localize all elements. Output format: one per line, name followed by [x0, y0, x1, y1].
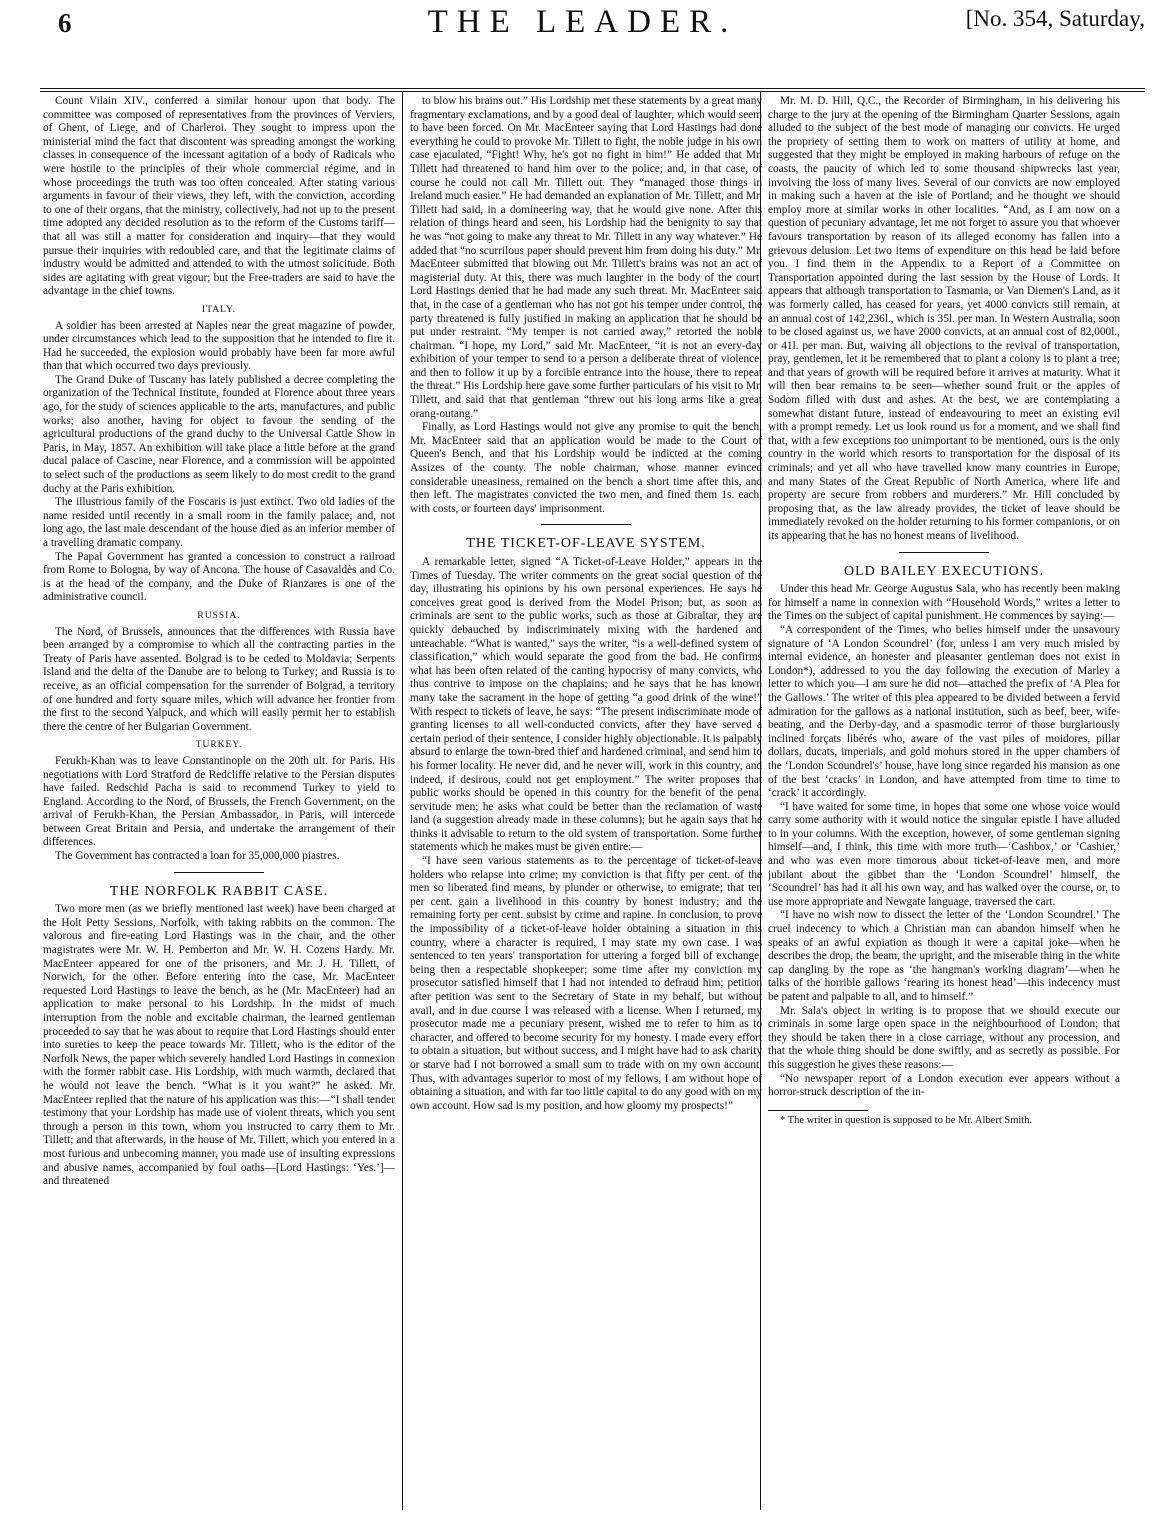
section-divider: [899, 552, 989, 553]
section-heading-turkey: TURKEY.: [195, 740, 243, 751]
article-paragraph: The Government has contracted a loan for 35,000,000 piastres.: [55, 850, 340, 863]
page-number: 6: [58, 8, 72, 38]
article-paragraph: “I have seen various statements as to the percentage of ticket-of-leave holders who relapse into crime; my conviction is that fifty per cent. of the men so liberated find means, by plunder or otherwise, to emigrate; that ten per cent. gain a livelihood in this country by honest industry; and the remaining forty per cent. subsist by crime and rapine. In conclusion, to prove the impossibility of a ticket-of-leave holder obtaining a situation in this country, where a character is required, I may state my own case. I was sentenced to ten years' transportation for uttering a forged bill of exchange, being then a respectable shopkeeper; some time after my conviction my prosecutor satisfied himself that I had not intended to defraud him; petition after petition was sent to the Secretary of State in my behalf, but without avail, and in due course I was released with a license. When I returned, my prosecutor made me a pecuniary present, wished me to refer to him as to character, and offered to become security for my honesty. I made every effort to obtain a situation, but without success, and I might have had to ask charity or starve had I not borrowed a small sum to trade with on my own account. Thus, with advantages superior to most of my fellows, I am without hope of obtaining a situation, and with far too little capital to do any good with on my own account. How sad is my position, and how gloomy my prospects!”: [410, 855, 762, 1112]
article-paragraph: Mr. Sala's object in writing is to propose that we should execute our criminals in some large open space in the neighbourhood of London; that they should be taken there in a close carriage, without any procession, and that the whole thing should be done swiftly, and as secretly as possible. For this suggestion he gives these reasons:—: [768, 1004, 1120, 1071]
article-paragraph: The Nord, of Brussels, announces that the differences with Russia have been arranged by a compromise to which all the contracting parties in the Treaty of Paris have assented. Bolgrad is to be ceded to Moldavia; Serpents Island and the delta of the Danube are to belong to Turkey; and Russia is to receive, as an official compensation for the surrender of Bolgrad, a territory of one hundred and forty square miles, which will advance her frontier from the first to the second Yalpuck, and which will easily permit her to establish there the centre of her Bulgarian Government.: [43, 625, 395, 733]
article-heading-old-bailey: OLD BAILEY EXECUTIONS.: [844, 563, 1044, 579]
article-paragraph: to blow his brains out.” His Lordship met these statements by a great many fragmentary exclamations, and by a good deal of laughter, which would seem to have been forced. On Mr. MacEnteer saying that Lord Hastings had done everything he could to provoke Mr. Tillett to fight, the noble judge in his own case ejaculated, “Fight! Why, he's got no fight in him!” He added that Mr. Tillett had threatened to hand him over to the police; and, in that case, of course he could not call Mr. Tillett out. They “managed those things in Ireland much easier.” He had demanded an explanation of Mr. Tillett, and Mr. Tillett had said, in a domineering way, that he would give none. After this relation of things heard and seen, his Lordship had the benignity to say that he was “not going to make any threat to Mr. Tillett in any way whatever.” He added that “no scurrilous paper should prevent him from doing his duty.” Mr. MacEnteer submitted that blowing out Mr. Tillett's brains was not an act of magisterial duty. At this, there was much laughter in the body of the court. Lord Hastings denied that he had made any such threat. Mr. MacEnteer said that, in the case of a gentleman who has not got his temper under control, the party threatened is fully justified in making an application that he should be put under restraint. “My temper is not carried away,” retorted the noble chairman. “I hope, my Lord,” said Mr. MacEnteer, “it is not an every-day exhibition of your temper to send to a person a deliberate threat of violence, and then to follow it up by a forcible entrance into the house, there to repeat the threat.” His Lordship here gave some further particulars of his visit to Mr. Tillett, and said that that gentleman “threw out his long arms like a great orang-outang.”: [410, 95, 762, 420]
column-2: [410, 95, 762, 1515]
section-divider: [174, 872, 264, 873]
section-heading-russia: RUSSIA.: [197, 610, 241, 621]
article-paragraph: The Papal Government has granted a concession to construct a railroad from Rome to Bologna, by way of Ancona. The house of Casavaldès and Co. is at the head of the company, and the Duke of Rianzares is one of the administrative council.: [43, 550, 395, 604]
article-paragraph: Ferukh-Khan was to leave Constantinople on the 20th ult. for Paris. His negotiations with Lord Stratford de Redcliffe relative to the Persian disputes have failed. Redschid Pacha is said to recommend Turkey to yield to England. According to the Nord, of Brussels, the French Government, on the arrival of Ferukh-Khan, the Persian Ambassador, in Paris, will intercede between Great Britain and Persia, and undertake the arrangement of their differences.: [43, 754, 395, 849]
article-paragraph: “A correspondent of the Times, who belies himself under the unsavoury signature of ‘A London Scoundrel’ (for, unless I am very much misled by internal evidence, an honester and pleasanter gentleman does not exist in London*), addressed to you the day following the execution of Marley a letter to which you—I am sure he did not—attached the prefix of ‘A Plea for the Gallows.’ The writer of this plea appeared to be divided between a fervid admiration for the gallows as a national institution, such as beef, beer, wife-beating, and the Derby-day, and a spasmodic terror of those burglariously inclined forçats libérés who, aware of the vast piles of moidores, pillar dollars, ducats, imperials, and gold mohurs stored in the upper chambers of the ‘London Scoundrel's’ house, have long since regarded his mansion as one of the best ‘cracks’ in London, and have attempted from time to time to ‘crack’ it accordingly.: [768, 623, 1120, 800]
column-3: [768, 95, 1120, 1515]
article-paragraph: Finally, as Lord Hastings would not give any promise to quit the bench, Mr. MacEnteer said that an application would be made to the Court of Queen's Bench, and that his Lordship would be indicted at the coming Assizes of the county. The noble chairman, whose manner evinced considerable uneasiness, remained on the bench a short time after this, and then left. The magistrates convicted the two men, and fined them 1s. each, with costs, or fourteen days' imprisonment.: [410, 421, 762, 515]
column-1: [43, 95, 395, 1515]
article-paragraph: Two more men (as we briefly mentioned last week) have been charged at the Holt Petty Sessions, Norfolk, with taking rabbits on the common. The valorous and fire-eating Lord Hastings was in the chair, and the other magistrates were Mr. W. H. Pemberton and Mr. W. H. Cozens Hardy. Mr. MacEnteer appeared for one of the prisoners, and Mr. J. H. Tillett, of Norwich, for the other. Before entering into the case, Mr. MacEnteer requested Lord Hastings to leave the bench, as he (Mr. MacEnteer) had an application to make personal to his Lordship. In the midst of much interruption from the noble and excitable chairman, the learned gentleman proceeded to say that he was about to require that Lord Hastings should enter into sureties to keep the peace towards Mr. Tillett, who is the editor of the Norfolk News, the paper which severely handled Lord Hastings in connexion with the former rabbit case. His Lordship, with much warmth, declared that he would not leave the bench. “What is it you want?” he asked. Mr. MacEnteer replied that the nature of his application was this:—“I shall tender testimony that your Lordship has made use of violent threats, which you sent through a person in this town, whom you instructed to carry them to Mr. Tillett; and that afterwards, in the house of Mr. Tillett, which you entered in a most furious and unbecoming manner, you made use of insulting expressions and abusive names, accompanied by foul oaths—[Lord Hastings: ‘Yes.’]—and threatened: [43, 903, 395, 1188]
footnote-rule: [768, 1110, 868, 1111]
article-paragraph: “I have no wish now to dissect the letter of the ‘London Scoundrel.’ The cruel indecency to which a Christian man can abandon himself when he speaks of an awful expiation as though it were a capital joke—when he describes the drop, the beam, the upright, and the miserable thing in the white cap dangling by the rope as ‘the hangman's working diagram’—when he talks of the horrible gallows ‘rearing its honest head’—this indecency must be patent and palpable to all, and to himself.”: [768, 909, 1120, 1003]
newspaper-title: THE LEADER.: [427, 4, 738, 40]
header-rule: [40, 88, 1145, 89]
article-paragraph: Under this head Mr. George Augustus Sala, who has recently been making for himself a name in connexion with “Household Words,” writes a letter to the Times on the subject of capital punishment. He commences by saying:—: [768, 583, 1120, 623]
article-paragraph: “No newspaper report of a London execution ever appears without a horror-struck description of the in-: [768, 1072, 1120, 1099]
article-paragraph: Mr. M. D. Hill, Q.C., the Recorder of Birmingham, in his delivering his charge to the jury at the opening of the Birmingham Quarter Sessions, again alluded to the subject of the best mode of managing our convicts. He urged the propriety of setting them to work on matters of utility at home, and suggested that they might be employed in making harbours of refuge on the coasts, the paucity of which led to some thousand shipwrecks last year, involving the loss of many lives. Several of our convicts are now employed in making such a haven at the isle of Portland; and he thought we should employ more at similar works in other localities. “And, as I am now on a question of pecuniary advantage, let me not forget to assure you that whoever favours transportation by reason of its alleged economy has fallen into a grievous delusion. Let two items of expenditure on this head be laid before you. I find them in the Appendix to a Report of a Committee on Transportation appointed during the last session by the House of Lords. It appears that although transportation to Tasmania, or Van Diemen's Land, as it was formerly called, has ceased for years, yet 4000 convicts still remain, at an annual cost of 142,236l., which is 35l. per man. In Western Australia, soon to be closed against us, we have 2000 convicts, at an annual cost of 82,000l., or 41l. per man. But, waiving all objections to the revival of transportation, pray, gentlemen, let it be remembered that to plant a colony is to plant a tree; and that years of growth will be required before it arrives at maturity. What it will then bear remains to be seen—whether sound fruit or the apples of Sodom filled with dust and ashes. At the best, we are contemplating a somewhat distant future, instead of endeavouring to meet an existing evil with a prompt remedy. Let us look round us for a moment, and we shall find that, with a few exceptions too unimportant to be mentioned, ours is the only country in the world which resorts to transportation for the disposal of its criminals; and yet all who have travelled know many countries in Europe, and many States of the Great Republic of North America, where life and property are secure from robbers and murderers.” Mr. Hill concluded by proposing that, as the law already provides, the ticket of leave should be immediately revoked on the holder returning to his former companions, or on its appearing that he has no honest means of livelihood.: [768, 95, 1120, 542]
section-divider: [541, 524, 631, 525]
article-paragraph: “I have waited for some time, in hopes that some one whose voice would carry some authority with it would notice the singular epistle I have alluded to in your columns. With the exception, however, of some gentleman signing himself—and, I think, this time with more truth—‘Cashbox,’ or ‘Cashier,’ and who was even more timorous about ticket-of-leave men, and more jubilant about the gibbet than the ‘London Scoundrel’ himself, the ‘Scoundrel’ has had it all his own way, and has walked over the course, or, to use more appropriate and Newgate language, traversed the cart.: [768, 800, 1120, 908]
article-paragraph: The illustrious family of the Foscaris is just extinct. Two old ladies of the name resided until recently in a small room in the family palace; and, not long ago, the last male descendant of the house died as an inferior member of a travelling dramatic company.: [43, 496, 395, 549]
article-heading-norfolk: THE NORFOLK RABBIT CASE.: [109, 883, 329, 899]
article-paragraph: A remarkable letter, signed “A Ticket-of-Leave Holder,” appears in the Times of Tuesday. The writer comments on the great social question of the day, illustrating his opinions by his own personal experiences. He says he conceives great good is derived from the Model Prison; but, as soon as criminals are sent to the public works, such as those at Gibraltar, they are quickly debauched by indiscriminately mixing with the hardened and unteachable. “What is wanted,” says the writer, “is a well-defined system of classification,” which would separate the good from the bad. He confirms what has been often related of the canting hypocrisy of many convicts, who thus contrive to impose on the chaplains; and he says that he has known many take the sacrament in the hope of getting “a good drink of the wine!” With respect to tickets of leave, he says: “The present indiscriminate mode of granting licenses to all well-conducted convicts, after they have served a certain period of their sentence, I consider highly objectionable. It is palpably absurd to enlarge the town-bred thief and hardened criminal, and send him to his former locality. He never did, and he never will, work in this country, and indeed, if desirous, could not get employment.” The writer proposes that public works should be opened in this country for the benefit of the penal servitude men; he asks what could be better than the reclamation of waste land (a suggestion already made in these columns); but he again says that he thinks it advisable to return to the old system of transportation. Some further statements which he makes must be given entire:—: [410, 556, 762, 854]
article-paragraph: The Grand Duke of Tuscany has lately published a decree completing the organization of the Technical Institute, founded at Florence about three years ago, for the study of sciences applicable to the arts, manufactures, and public works; also another, having for object to favour the sending of the agricultural productions of the grand duchy to the Universal Cattle Show in Paris, in May, 1857. An exhibition will take place a little before at the grand ducal palace of Cascine, near Florence, and a commission will be appointed to select such of the productions as seem likely to do most credit to the grand duchy at the Paris exhibition.: [43, 373, 395, 495]
article-heading-ticket-of-leave: THE TICKET-OF-LEAVE SYSTEM.: [466, 536, 706, 552]
section-heading-italy: ITALY.: [202, 304, 236, 315]
article-paragraph: Count Vilain XIV., conferred a similar honour upon that body. The committee was composed of representatives from the provinces of Verviers, of Ghent, of Liege, and of Charleroi. They sought to impress upon the ministerial mind the fact that discontent was spreading amongst the working classes in consequence of the incessant agitation of a body of Radicals who were hostile to the principles of their whole commercial régime, and in whose proceedings the truth was too often concealed. After stating various arguments in favour of their views, they left, with the conviction, according to one of their organs, that the ministry, collectively, had not up to the present time adopted any decided resolution as to the reform of the Customs tariff—that all was still a matter for consideration and inquiry—that they would pursue their inquiries with redoubled care, and that the legitimate claims of industry would be admitted and attended to with the utmost solicitude. Both sides are agitating with great vigour; but the Free-traders are said to have the advantage in the chief towns.: [43, 95, 395, 298]
issue-label: [No. 354, Saturday,: [965, 6, 1145, 31]
footnote: * The writer in question is supposed to be Mr. Albert Smith.: [780, 1114, 1033, 1126]
column-divider: [402, 92, 403, 1510]
article-paragraph: A soldier has been arrested at Naples near the great magazine of powder, under circumstances which lead to the supposition that he intended to fire it. Had he succeeded, the explosion would probably have been far more awful than that which occurred two days previously.: [43, 319, 395, 373]
header-rule-double: [40, 91, 1145, 92]
masthead: [20, 0, 1145, 44]
